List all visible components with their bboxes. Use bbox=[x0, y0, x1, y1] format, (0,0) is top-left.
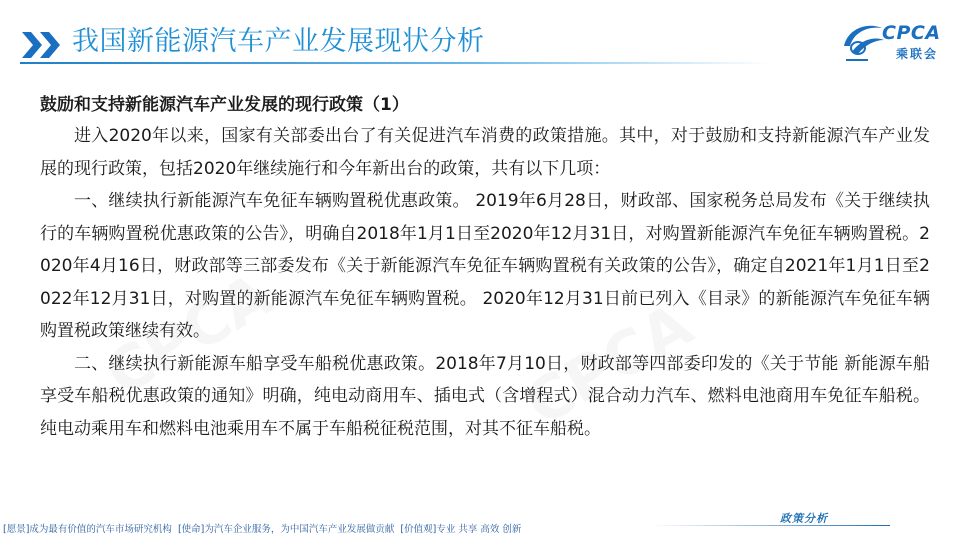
footer-mission: [使命]为汽车企业服务，为中国汽车产业发展做贡献 bbox=[177, 524, 395, 535]
section-title: 鼓励和支持新能源汽车产业发展的现行政策（1） bbox=[40, 95, 409, 115]
paragraph-intro: 进入2020年以来，国家有关部委出台了有关促进汽车消费的政策措施。其中，对于鼓励和支持新能源汽车产业发展的现行政策，包括2020年继续施行和今年新出台的政策，共有以下几项： bbox=[40, 126, 930, 179]
content-area bbox=[40, 92, 930, 445]
cpca-logo-mark-icon bbox=[838, 18, 888, 66]
logo-chinese-name: 乘联会 bbox=[896, 47, 939, 61]
footer-vision: [愿景]成为最有价值的汽车市场研究机构 bbox=[3, 524, 172, 535]
paragraph-policy-2: 二、继续执行新能源车船享受车船税优惠政策。2018年7月10日，财政部等四部委印发的《关于节能 新能源车船享受车船税优惠政策的通知》明确，纯电动商用车、插电式（含增程式）混合动力汽车、燃料电池商用车免征车船税。纯电动乘用车和燃料电池乘用车不属于车船税征税范围，对其不征车船税。 bbox=[40, 353, 930, 439]
page-title: 我国新能源汽车产业发展现状分析 bbox=[72, 26, 485, 57]
paragraph-policy-1: 一、继续执行新能源汽车免征车辆购置税优惠政策。 2019年6月28日，财政部、国家税务总局发布《关于继续执行的车辆购置税优惠政策的公告》，明确自2018年1月1日至2020年12月31日，对购置新能源汽车免征车辆购置税。2020年4月16日，财政部等三部委发布《关于新能源汽车免征车辆购置税有关政策的公告》，确定自2021年1月1日至2022年12月31日，对购置的新能源汽车免征车辆购置税。 2020年12月31日前已列入《目录》的新能源汽车免征车辆购置税政策继续有效。 bbox=[40, 191, 930, 341]
cpca-logo bbox=[838, 18, 948, 66]
title-underline bbox=[20, 62, 772, 64]
header bbox=[0, 0, 960, 80]
logo-text: CPCA bbox=[882, 22, 941, 44]
double-chevron-icon bbox=[22, 32, 66, 58]
footer-bar bbox=[0, 520, 960, 540]
footer-section-label: 政策分析 bbox=[780, 512, 828, 525]
footer-values: [价值观]专业 共享 高效 创新 bbox=[400, 524, 522, 535]
